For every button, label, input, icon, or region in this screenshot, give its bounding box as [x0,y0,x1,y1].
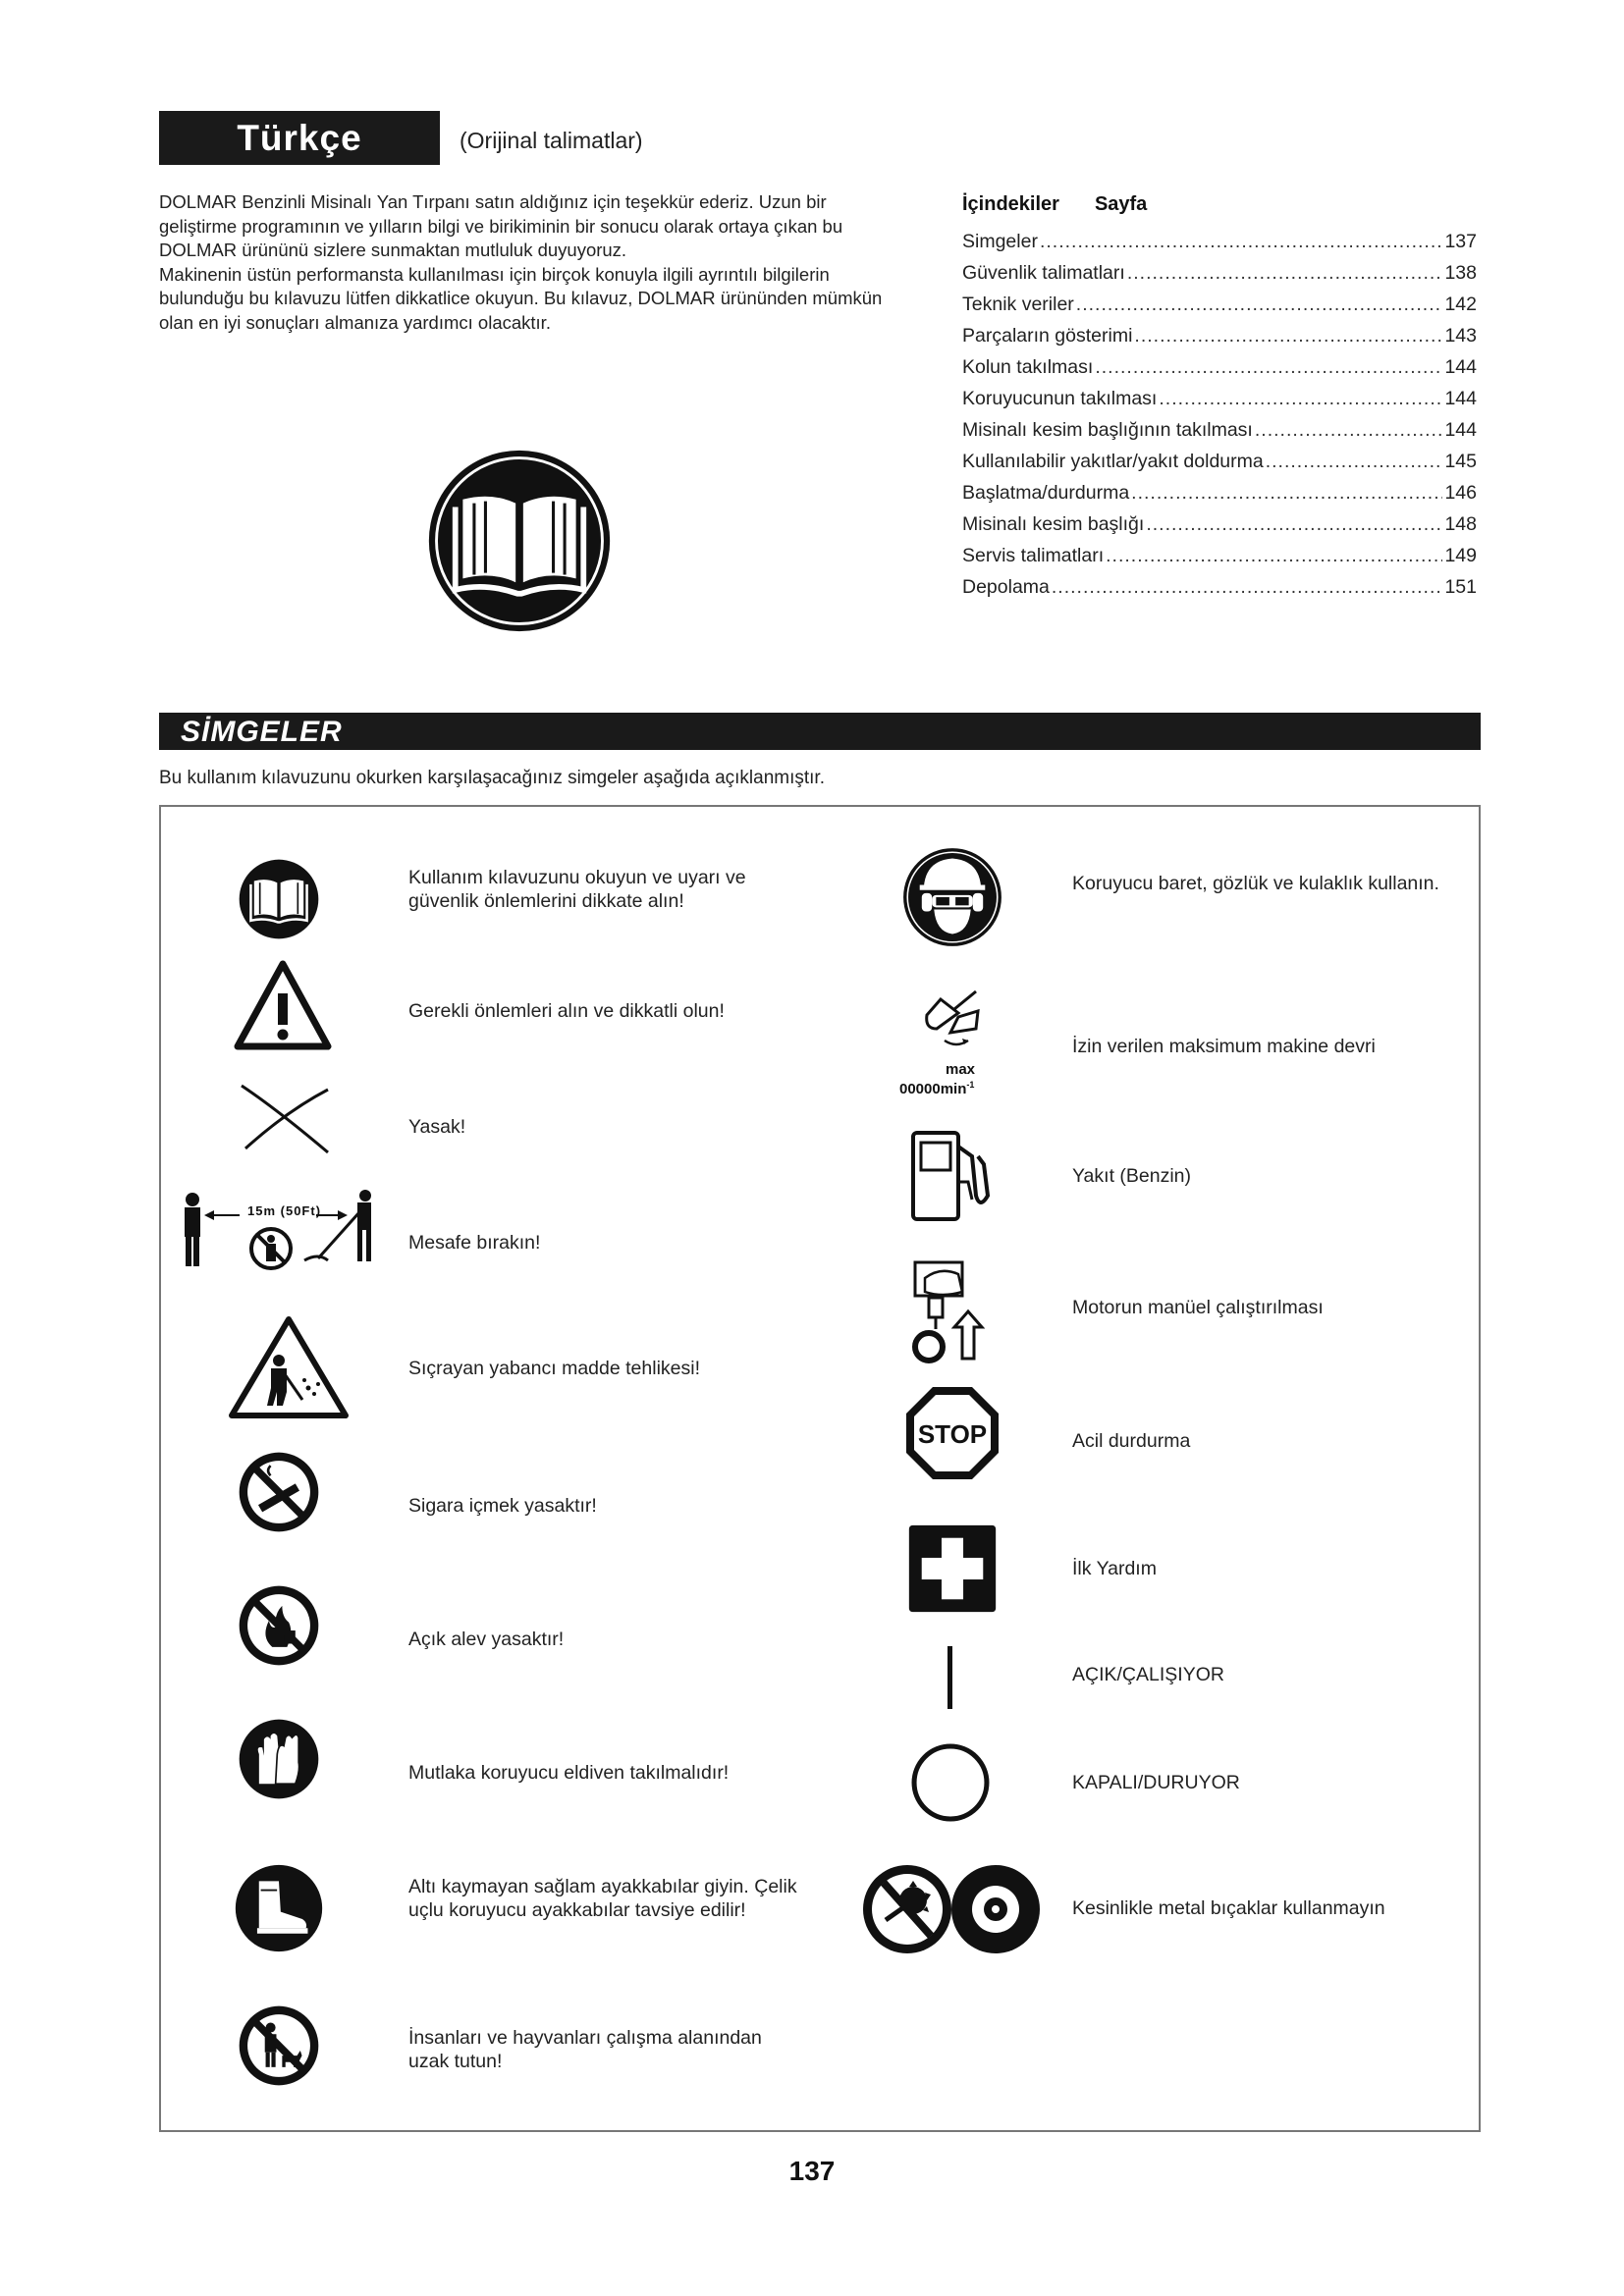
symbol-label: Motorun manüel çalıştırılması [1072,1297,1324,1318]
keep-distance-icon [181,1188,393,1276]
toc-item-page: 149 [1444,545,1477,566]
symbol-label: Kesinlikle metal bıçaklar kullanmayın [1072,1897,1385,1919]
toc-item-title: Teknik veriler [962,294,1074,315]
toc-page-heading: Sayfa [1094,193,1148,215]
symbol-label: Acil durdurma [1072,1430,1191,1452]
max-label: max [945,1061,976,1078]
intro-paragraph-2: Makinenin üstün performansta kullanılması için birçok konuyla ilgili ayrıntılı bilgilerin bulunduğu bu kılavuzu lütfen dikkatlice okuyun. Bu kılavuz, DOLMAR ürününden mümkün olan en iyi sonuçları almanıza yardımcı olacaktır. [159,263,883,333]
toc-item-page: 144 [1444,388,1477,409]
toc-heading [962,193,1147,216]
rpm-exponent: -1 [966,1080,975,1090]
symbol-label: Koruyucu baret, gözlük ve kulaklık kullanın. [1072,873,1439,894]
toc-item-page: 138 [1444,262,1477,284]
toc-item[interactable] [962,477,1477,508]
symbol-label: Yakıt (Benzin) [1072,1165,1192,1187]
toc-item[interactable] [962,320,1477,351]
no-metal-blades-icon [862,1861,1041,1957]
symbol-label: Mutlaka koruyucu eldiven takılmalıdır! [408,1762,730,1784]
toc-item-page: 142 [1444,294,1477,315]
on-line-icon [947,1646,952,1709]
section-title-bar: SİMGELER [159,713,1481,750]
symbol-label: İlk Yardım [1072,1558,1157,1579]
intro-paragraph-1: DOLMAR Benzinli Misinalı Yan Tırpanı satın aldığınız için teşekkür ederiz. Uzun bir geliştirme programının ve yılların bilgi ve birikiminin bir sonucu olarak ortaya çıkan bu DOLMAR ürününü sizlere sunmaktan mutluluk duyuyoruz. [159,191,843,261]
helmet-goggles-earmuffs-icon [901,846,1003,948]
no-people-animals-icon [238,2004,320,2087]
intro-text [159,190,895,336]
toc-item-page: 151 [1444,576,1477,598]
symbol-label: Sıçrayan yabancı madde tehlikesi! [408,1358,700,1379]
toc-item-title: Misinalı kesim başlığı [962,513,1145,535]
symbol-label: Sigara içmek yasaktır! [408,1495,597,1517]
toc-item-page: 144 [1444,356,1477,378]
toc-item[interactable] [962,540,1477,571]
symbol-label: Mesafe bırakın! [408,1232,541,1254]
rpm-value: 00000min [899,1081,967,1097]
toc-item[interactable] [962,414,1477,446]
toc-item-page: 145 [1444,451,1477,472]
original-instructions-note: (Orijinal talimatlar) [460,128,643,153]
symbol-label: Kullanım kılavuzunu okuyun ve uyarı ve güvenlik önlemlerini dikkate alın! [408,867,746,912]
toc-item[interactable] [962,289,1477,320]
toc-item[interactable] [962,351,1477,383]
toc-title: İçindekiler [962,193,1059,215]
no-smoking-icon [238,1451,320,1533]
toc-item-title: Simgeler [962,231,1038,252]
symbol-label: AÇIK/ÇALIŞIYOR [1072,1664,1224,1685]
toc-item[interactable] [962,446,1477,477]
symbol-label: Gerekli önlemleri alın ve dikkatli olun! [408,1000,725,1022]
toc-item-title: Misinalı kesim başlığının takılması [962,419,1253,441]
language-title: Türkçe [159,111,440,165]
toc-item-title: Güvenlik talimatları [962,262,1125,284]
toc-item-page: 146 [1444,482,1477,504]
toc-item-title: Depolama [962,576,1050,598]
toc-item-title: Parçaların gösterimi [962,325,1133,347]
manual-start-icon [907,1258,986,1364]
toc-item-page: 148 [1444,513,1477,535]
symbol-label: Altı kaymayan sağlam ayakkabılar giyin. Çelik uçlu koruyucu ayakkabılar tavsiye edilir! [408,1876,797,1921]
symbol-label: Açık alev yasaktır! [408,1629,565,1650]
toc-item-title: Koruyucunun takılması [962,388,1158,409]
read-manual-icon [238,858,320,940]
table-of-contents [962,226,1477,603]
symbol-label: Yasak! [408,1116,466,1138]
off-circle-icon [909,1741,992,1824]
warning-triangle-icon [234,960,332,1050]
first-aid-icon [907,1523,998,1614]
stop-sign-text: STOP [917,1419,988,1449]
toc-item[interactable] [962,383,1477,414]
no-open-flame-icon [238,1584,320,1667]
symbol-label: İzin verilen maksimum makine devri [1072,1036,1376,1057]
toc-item[interactable] [962,571,1477,603]
toc-item-title: Servis talimatları [962,545,1105,566]
symbols-table [159,805,1481,2132]
toc-item-title: Başlatma/durdurma [962,482,1130,504]
gloves-icon [238,1718,320,1800]
toc-item-page: 143 [1444,325,1477,347]
section-intro: Bu kullanım kılavuzunu okurken karşılaşacağınız simgeler aşağıda açıklanmıştır. [159,768,825,788]
forbidden-cross-icon [238,1080,332,1156]
safety-boots-icon [234,1863,324,1953]
flying-objects-icon [228,1315,350,1419]
symbol-label: KAPALI/DURUYOR [1072,1772,1240,1793]
toc-item[interactable] [962,508,1477,540]
toc-item[interactable] [962,226,1477,257]
fuel-pump-icon [905,1127,1000,1225]
symbol-label: İnsanları ve hayvanları çalışma alanından uzak tutun! [408,2027,762,2072]
stop-sign-icon [903,1384,1001,1482]
page-number: 137 [788,2156,836,2186]
toc-item-page: 144 [1444,419,1477,441]
distance-label: 15m (50Ft) [247,1203,322,1218]
toc-item-title: Kolun takılması [962,356,1094,378]
toc-item-title: Kullanılabilir yakıtlar/yakıt doldurma [962,451,1264,472]
toc-item-page: 137 [1444,231,1477,252]
rpm-label [899,1077,974,1097]
read-manual-icon [425,447,614,635]
toc-item[interactable] [962,257,1477,289]
